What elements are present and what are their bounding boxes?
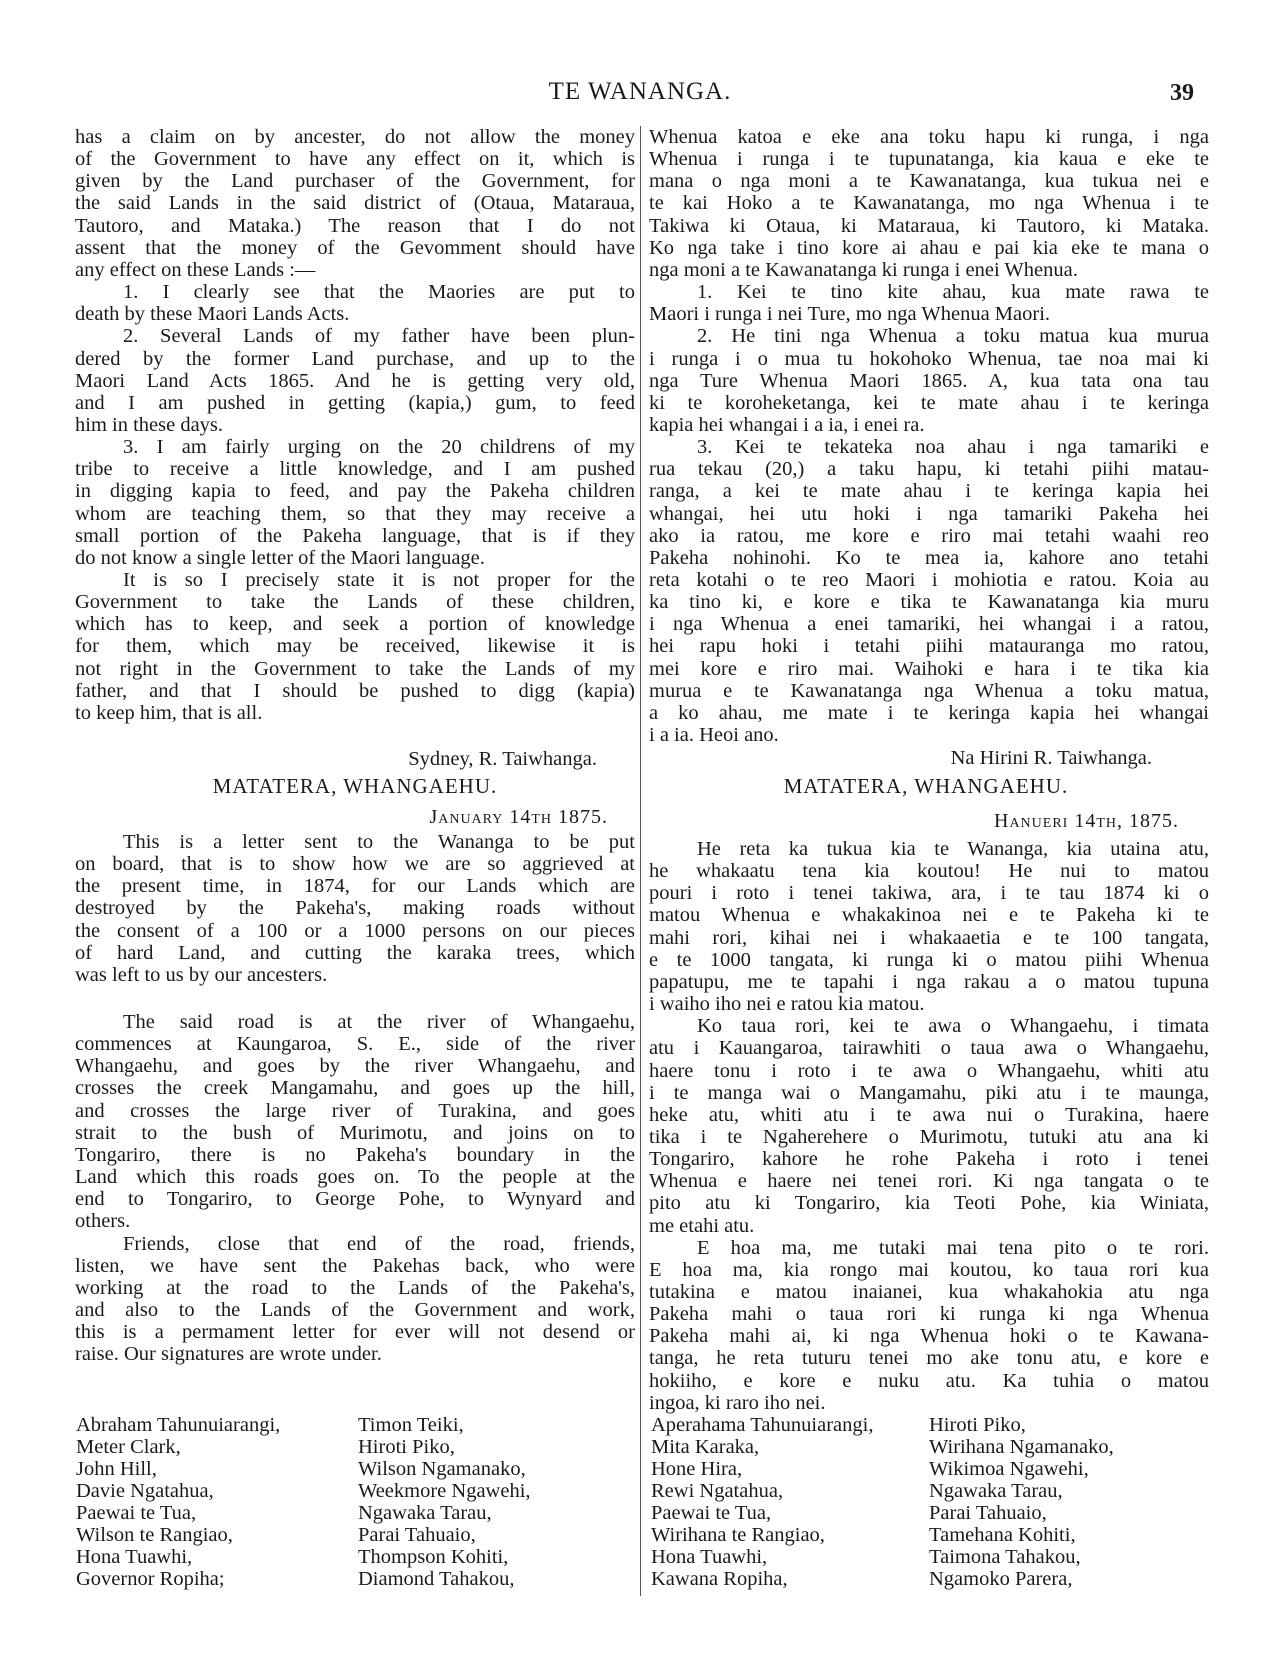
english-letter-1-line: do not know a single letter of the Maori language. [75,546,485,569]
maori-letter-2-line: hokiiho, e kore e nuku atu. Ka tuhia o matou [649,1369,1209,1392]
signatory-name: Tamehana Kohiti, [929,1524,1076,1546]
maori-letter-1-line: Ko nga take i tino kore ai ahau e pai kia eke te mana o [649,236,1209,259]
maori-letter-1-line: nga Ture Whenua Maori 1865. A, kua tata ona tau [649,369,1209,392]
maori-letter-1-line: hei rapu hoki i tetahi piihi matauranga mo ratou, [649,635,1209,658]
english-letter-1-line: him in these days. [75,413,224,436]
maori-letter-1-line: 2. He tini nga Whenua a toku matua kua murua [697,325,1209,348]
maori-letter-2-line: tanga, he reta tuturu tenei mo ake tonu atu, e kore e [649,1347,1209,1370]
signatory-name: Hone Hira, [651,1458,743,1480]
english-letter-2-line: raise. Our signatures are wrote under. [75,1343,382,1366]
maori-letter-2-line: ingoa, ki raro iho nei. [649,1391,826,1414]
maori-letter-1-line: whangai, hei utu hoki i nga tamariki Pakeha hei [649,502,1209,525]
maori-letter-2-line: pito atu ki Tongariro, kia Teoti Pohe, kia Winiata, [649,1192,1209,1215]
english-letter-2-line: strait to the bush of Murimotu, and joins on to [75,1121,635,1144]
maori-letter-2-line: matou Whenua e whakakinoa nei e te Pakeha ki te [649,904,1209,927]
english-letter-1-line: in digging kapia to feed, and pay the Pakeha children [75,480,635,503]
maori-letter-1-line: i nga Whenua a enei tamariki, hei whangai i a ratou, [649,613,1209,636]
maori-letter-2-line: Pakeha mahi o taua rori ki runga ki nga Whenua [649,1303,1209,1326]
page-number: 39 [1170,80,1194,106]
signatory-name: Rewi Ngatahua, [651,1480,784,1502]
signatory-name: Wirihana te Rangiao, [651,1524,825,1546]
english-letter-2-line: Friends, close that end of the road, friends, [123,1232,635,1255]
column-divider [640,126,641,1596]
maori-letter-1-line: murua e te Kawanatanga nga Whenua a toku matua, [649,679,1209,702]
maori-letter-1-line: Takiwa ki Otaua, ki Mataraua, ki Tautoro, ki Mataka. [649,214,1209,237]
english-letter-2-line: end to Tongariro, to George Pohe, to Wynyard and [75,1188,635,1211]
maori-letter-2-line: atu i Kauangaroa, tairawhiti o taua awa o Whangaehu, [649,1037,1209,1060]
maori-letter-1-line: mei kore e riro mai. Waihoki e hara i te tika kia [649,657,1209,680]
maori-letter-2-line: He reta ka tukua kia te Wananga, kia utaina atu, [697,838,1209,860]
english-letter-1-line: assent that the money of the Gevomment should have [75,236,635,259]
maori-letter-1-line: 1. Kei te tino kite ahau, kua mate rawa te [697,281,1209,304]
english-letter-2-line: Tongariro, there is no Pakeha's boundary in the [75,1143,635,1166]
english-letter-2-line: the consent of a 100 or a 1000 persons on our pieces [75,919,635,942]
english-letter-1-line: to keep him, that is all. [75,701,263,724]
maori-letter-2-line: i waiho iho nei e ratou kia matou. [649,993,925,1016]
english-letter-1-line: not right in the Government to take the Lands of my [75,657,635,680]
english-letter-1-line: has a claim on by ancester, do not allow the money [75,126,635,148]
signatory-name: Paewai te Tua, [651,1502,772,1524]
maori-letter-1-line: Pakeha nohinohi. Ko te mea ia, kahore ano tetahi [649,546,1209,569]
signatory-name: Paewai te Tua, [76,1502,197,1524]
maori-letter-2-line: Pakeha mahi ai, ki nga Whenua hoki o te Kawana- [649,1325,1209,1348]
signatory-name: Timon Teiki, [358,1414,464,1436]
signatory-name: Mita Karaka, [651,1436,760,1458]
english-letter-1-line: the said Lands in the said district of (Otaua, Mataraua, [75,192,635,215]
english-letter-2-line: Land which this roads goes on. To the people at the [75,1166,635,1189]
maori-letter-2-line: tika i te Ngaherehere o Murimotu, tutuki atu ana ki [649,1125,1209,1148]
maori-letter-2-line: i te manga wai o Mangamahu, piki atu i te maunga, [649,1081,1209,1104]
maori-letter-2-line: E hoa ma, me tutaki mai tena pito o te rori. [697,1236,1209,1259]
english-letter-2-line: crosses the creek Mangamahu, and goes up the hill, [75,1077,635,1100]
maori-letter-1-line: a ko ahau, me mate i te keringa kapia hei whangai [649,701,1209,724]
maori-letter-1-line: mana o nga moni a te Kawanatanga, kua tukua nei e [649,170,1209,193]
signatory-name: Governor Ropiha; [76,1568,225,1590]
maori-letter-1-line: ka tino ki, e kore e tika te Kawanatanga kia muru [649,591,1209,614]
maori-letter-2-line: E hoa ma, kia rongo mai koutou, ko taua rori kua [649,1258,1209,1281]
signature-english: Sydney, R. Taiwhanga. [408,748,597,770]
english-letter-2-line: was left to us by our ancesters. [75,963,328,986]
english-letter-1-line: any effect on these Lands :— [75,258,316,281]
signatory-name: Taimona Tahakou, [929,1546,1081,1568]
signatory-name: Thompson Kohiti, [358,1546,509,1568]
english-letter-2-line: the present time, in 1874, for our Lands which are [75,875,635,898]
letter-date-english: January 14th 1875. [429,806,608,828]
signatory-name: Diamond Tahakou, [358,1568,515,1590]
english-letter-1-line: 1. I clearly see that the Maories are put to [123,281,635,304]
english-letter-2-line: commences at Kaungaroa, S. E., side of the river [75,1033,635,1056]
signatory-name: John Hill, [76,1458,157,1480]
maori-letter-2-line: Tongariro, kahore he rohe Pakeha i roto i tenei [649,1148,1209,1171]
english-letter-2-line: This is a letter sent to the Wananga to be put [123,831,635,853]
section-heading-maori: MATATERA, WHANGAEHU. [783,774,1069,798]
english-letter-2-line: Whangaehu, and goes by the river Whangaehu, and [75,1055,635,1078]
english-letter-2-line: listen, we have sent the Pakehas back, who were [75,1254,635,1277]
letter-date-maori: Hanueri 14th, 1875. [994,810,1179,832]
signatory-name: Wilson te Rangiao, [76,1524,233,1546]
maori-letter-1-line: Whenua i runga i te tupunatanga, kia kaua e eke te [649,148,1209,171]
maori-letter-1-line: nga moni a te Kawanatanga ki runga i enei Whenua. [649,258,1078,281]
english-letter-1-line: small portion of the Pakeha language, that is if they [75,524,635,547]
english-letter-1-line: Tautoro, and Mataka.) The reason that I do not [75,214,635,237]
maori-letter-2-line: pouri i roto i tenei takiwa, ara, i te tau 1874 ki o [649,882,1209,905]
english-letter-1-line: of the Government to have any effect on it, which is [75,148,635,171]
english-letter-1-line: It is so I precisely state it is not proper for the [123,569,635,591]
maori-letter-2-line: Ko taua rori, kei te awa o Whangaehu, i timata [697,1015,1209,1038]
english-letter-2-line: working at the road to the Lands of the Pakeha's, [75,1276,635,1299]
maori-letter-2-line: haere tonu i roto i te awa o Whangaehu, whiti atu [649,1059,1209,1082]
english-letter-1-line: and I am pushed in getting (kapia,) gum, to feed [75,391,635,414]
signatory-name: Hiroti Piko, [358,1436,455,1458]
signatory-name: Davie Ngatahua, [76,1480,214,1502]
signatory-name: Ngamoko Parera, [929,1568,1073,1590]
maori-letter-1-line: Whenua katoa e eke ana toku hapu ki runga, i nga [649,126,1209,148]
signatory-name: Hona Tuawhi, [651,1546,768,1568]
english-letter-1-line: for them, which may be received, likewise it is [75,635,635,658]
signatory-name: Ngawaka Tarau, [358,1502,492,1524]
maori-letter-1-line: reta kotahi o te reo Maori i mohiotia e ratou. Koia au [649,569,1209,591]
signatory-name: Meter Clark, [76,1436,181,1458]
maori-letter-1-line: rua tekau (20,) a taku hapu, ki tetahi piihi matau- [649,458,1209,481]
english-letter-2-line: of hard Land, and cutting the karaka trees, which [75,941,635,964]
english-letter-2-line: others. [75,1210,131,1233]
maori-letter-1-line: te kai Hoko a te Kawanatanga, mo nga Whenua i te [649,192,1209,215]
signatory-name: Parai Tahuaio, [929,1502,1047,1524]
english-letter-2-line: and also to the Lands of the Government and work, [75,1298,635,1321]
english-letter-1-line: dered by the former Land purchase, and up to the [75,347,635,370]
maori-letter-2-line: mahi rori, kihai nei i whakaaetia e te 100 tangata, [649,926,1209,949]
maori-letter-2-line: heke atu, whiti atu i te awa nui o Turakina, haere [649,1103,1209,1126]
english-letter-1-line: father, and that I should be pushed to digg (kapia) [75,679,635,702]
maori-letter-1-line: i runga i o mua tu hokohoko Whenua, tae noa mai ki [649,347,1209,370]
signatory-name: Hiroti Piko, [929,1414,1026,1436]
signatory-name: Wilson Ngamanako, [358,1458,526,1480]
english-letter-1-line: tribe to receive a little knowledge, and I am pushed [75,458,635,481]
signatory-name: Hona Tuawhi, [76,1546,193,1568]
section-heading-english: MATATERA, WHANGAEHU. [212,774,498,798]
signatory-name: Kawana Ropiha, [651,1568,788,1590]
maori-letter-1-line: ranga, a kei te mate ahau i te keringa kapia hei [649,480,1209,503]
maori-letter-2-line: tutakina e matou inaianei, kua whakahokia atu nga [649,1281,1209,1303]
maori-letter-1-line: 3. Kei te tekateka noa ahau i nga tamariki e [697,436,1209,459]
signatory-name: Aperahama Tahunuiarangi, [651,1414,874,1436]
maori-letter-1-line: Maori i runga i nei Ture, mo nga Whenua Maori. [649,303,1051,326]
signatory-name: Ngawaka Tarau, [929,1480,1063,1502]
english-letter-2-line: on board, that is to show how we are so aggrieved at [75,853,635,876]
running-title: TE WANANGA. [548,78,732,105]
maori-letter-2-line: he whakaatu tena kia koutou! He nui to matou [649,860,1209,883]
english-letter-1-line: whom are teaching them, so that they may receive a [75,502,635,525]
maori-letter-1-line: ako ia ratou, me kore e riro mai tetahi waahi reo [649,524,1209,547]
maori-letter-1-line: kapia hei whangai i a ia, i enei ra. [649,413,925,436]
maori-letter-1-line: i a ia. Heoi ano. [649,724,779,747]
maori-letter-1-line: ki te koroheketanga, kei te mate ahau i te keringa [649,391,1209,414]
signatory-name: Wirihana Ngamanako, [929,1436,1114,1458]
maori-letter-2-line: papatupu, me te tapahi i nga rakau a o matou tupuna [649,970,1209,993]
signatory-name: Weekmore Ngawehi, [358,1480,531,1502]
english-letter-2-line: destroyed by the Pakeha's, making roads without [75,897,635,920]
english-letter-1-line: which has to keep, and seek a portion of knowledge [75,613,635,636]
english-letter-1-line: Maori Land Acts 1865. And he is getting very old, [75,369,635,392]
english-letter-1-line: 2. Several Lands of my father have been plun- [123,325,635,348]
signatory-name: Abraham Tahunuiarangi, [76,1414,281,1436]
maori-letter-2-line: Whenua e haere nei tenei rori. Ki nga tangata o te [649,1170,1209,1193]
english-letter-2-line: and crosses the large river of Turakina, and goes [75,1099,635,1122]
english-letter-1-line: given by the Land purchaser of the Government, for [75,170,635,193]
english-letter-1-line: Government to take the Lands of these children, [75,591,635,614]
maori-letter-2-line: e te 1000 tangata, ki runga ki o matou piihi Whenua [649,948,1209,971]
english-letter-1-line: 3. I am fairly urging on the 20 childrens of my [123,436,635,459]
english-letter-2-line: The said road is at the river of Whangaehu, [123,1011,635,1033]
maori-letter-2-line: me etahi atu. [649,1214,755,1237]
english-letter-2-line: this is a permament letter for ever will not desend or [75,1321,635,1344]
signature-maori: Na Hirini R. Taiwhanga. [950,747,1152,769]
english-letter-1-line: death by these Maori Lands Acts. [75,303,350,326]
signatory-name: Parai Tahuaio, [358,1524,476,1546]
signatory-name: Wikimoa Ngawehi, [929,1458,1089,1480]
